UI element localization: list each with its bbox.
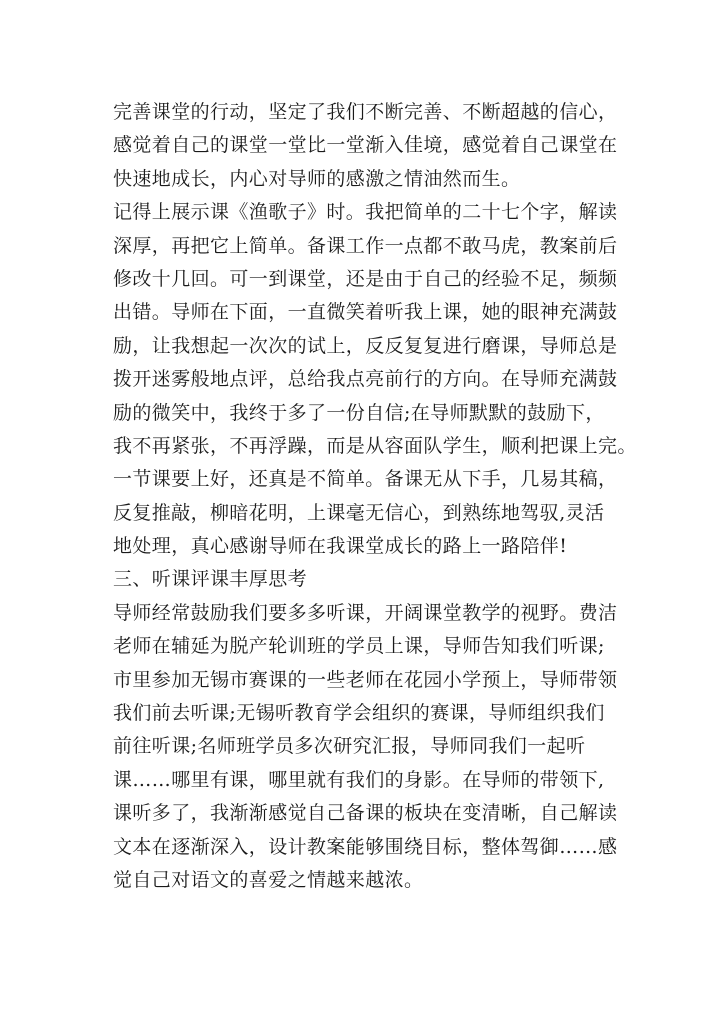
text-line: 感觉着自己的课堂一堂比一堂渐入佳境，感觉着自己课堂在 bbox=[113, 134, 618, 157]
body-text bbox=[113, 96, 637, 897]
text-line: 课……哪里有课，哪里就有我们的身影。在导师的带领下, bbox=[113, 768, 605, 791]
text-line: 反复推敲，柳暗花明，上课毫无信心，到熟练地驾驭,灵活 bbox=[113, 501, 605, 524]
text-line: 励的微笑中，我终于多了一份自信;在导师默默的鼓励下， bbox=[113, 401, 605, 424]
text-line: 励，让我想起一次次的试上，反反复复进行磨课，导师总是 bbox=[113, 334, 618, 357]
text-line: 我们前去听课;无锡听教育学会组织的赛课，导师组织我们 bbox=[113, 702, 605, 725]
text-line: 深厚，再把它上简单。备课工作一点都不敢马虎，教案前后 bbox=[113, 234, 618, 257]
text-line: 前往听课;名师班学员多次研究汇报，导师同我们一起听 bbox=[113, 735, 586, 758]
text-line: 文本在逐渐深入，设计教案能够围绕目标，整体驾御……感 bbox=[113, 835, 618, 858]
section-heading: 三、听课评课丰厚思考 bbox=[113, 568, 308, 591]
text-line: 修改十几回。可一到课堂，还是由于自己的经验不足，频频 bbox=[113, 267, 618, 290]
text-line: 一节课要上好，还真是不简单。备课无从下手，几易其稿， bbox=[113, 468, 618, 491]
text-line: 快速地成长，内心对导师的感激之情油然而生。 bbox=[113, 167, 521, 190]
text-line: 地处理，真心感谢导师在我课堂成长的路上一路陪伴! bbox=[113, 535, 568, 558]
text-line: 课听多了，我渐渐感觉自己备课的板块在变清晰，自己解读 bbox=[113, 802, 618, 825]
text-line: 市里参加无锡市赛课的一些老师在花园小学预上，导师带领 bbox=[113, 668, 618, 691]
text-line: 出错。导师在下面，一直微笑着听我上课，她的眼神充满鼓 bbox=[113, 301, 618, 324]
text-line: 老师在辅延为脱产轮训班的学员上课，导师告知我们听课; bbox=[113, 635, 605, 658]
text-line: 拨开迷雾般地点评，总给我点亮前行的方向。在导师充满鼓 bbox=[113, 368, 618, 391]
text-line: 导师经常鼓励我们要多多听课，开阔课堂教学的视野。费洁 bbox=[113, 601, 618, 624]
text-line: 觉自己对语文的喜爱之情越来越浓。 bbox=[113, 868, 424, 891]
text-line: 我不再紧张，不再浮躁，而是从容面队学生，顺利把课上完。 bbox=[113, 434, 637, 457]
text-line: 记得上展示课《渔歌子》时。我把简单的二十七个字，解读 bbox=[113, 201, 618, 224]
text-line: 完善课堂的行动，坚定了我们不断完善、不断超越的信心， bbox=[113, 101, 618, 123]
